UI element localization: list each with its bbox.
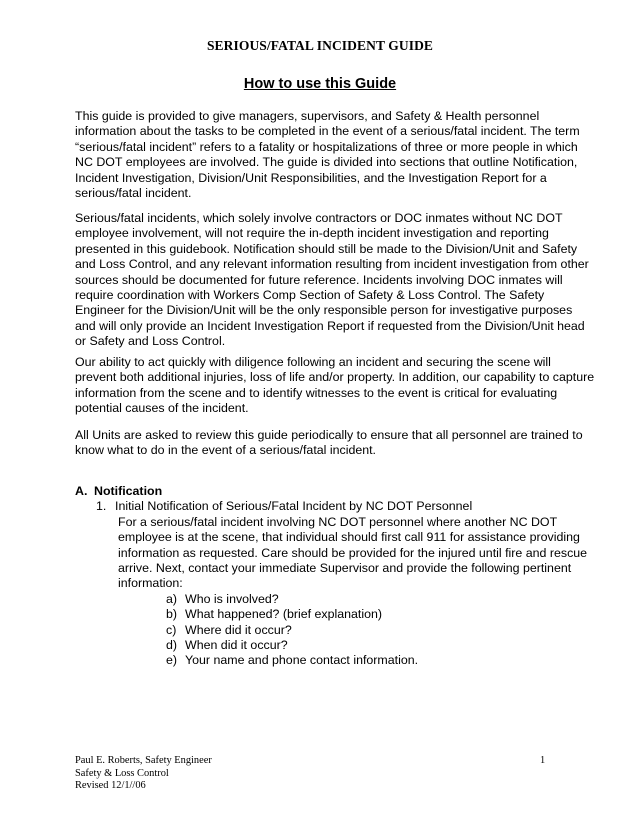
list-item-text: Who is involved? [185,591,279,606]
section-heading: How to use this Guide [243,76,397,92]
footer-revised: Revised 12/1//06 [75,780,146,792]
list-item-letter: e) [166,653,178,668]
footer-department: Safety & Loss Control [75,767,169,779]
item-body-text: For a serious/fatal incident involving NC DOT personnel where another NC DOT employee is at the scene, that individual should first call 911 for assistance providing information as requested. Care should be provided for the injured until fire and rescue arrive. Next, contact your immediate Supervisor and provide the following pertinent information: [118,514,588,591]
list-item-text: Your name and phone contact information. [185,653,419,668]
page-number: 1 [540,755,546,766]
list-item [166,653,595,668]
list-item-letter: a) [166,591,178,606]
item-title: Initial Notification of Serious/Fatal Incident by NC DOT Personnel [115,499,473,514]
list-item-text: When did it occur? [185,638,288,653]
section-a-letter: A. [75,484,88,498]
notification-item-1 [96,499,595,514]
list-item [166,623,595,638]
paragraph-intro: This guide is provided to give managers, supervisors, and Safety & Health personnel information about the tasks to be completed in the event of a serious/fatal incident. The term “serious/fatal incident” refers to a fatality or hospitalizations of three or more people in which NC DOT employees are involved. The guide is divided into sections that outline Notification, Incident Investigation, Division/Unit Responsibilities, and the Investigation Report for a serious/fatal incident. [75,109,580,201]
list-item-text: What happened? (brief explanation) [185,607,383,622]
paragraph-review: All Units are asked to review this guide periodically to ensure that all personnel are trained to know what to do in the event of a serious/fatal incident. [75,428,583,458]
paragraph-ability: Our ability to act quickly with diligence following an incident and securing the scene will prevent both additional injuries, loss of life and/or property. In addition, our capability to capture information from the scene and to identify witnesses to the event is critical for evaluating potential causes of the incident. [75,355,595,416]
document-title: SERIOUS/FATAL INCIDENT GUIDE [206,38,434,53]
paragraph-contractors: Serious/fatal incidents, which solely involve contractors or DOC inmates without NC DOT employee involvement, will not require the in-depth incident investigation and reporting presented in this guidebook. Notification should still be made to the Division/Unit and Safety and Loss Control, and any relevant information resulting from incident investigation from other sources should be documented for future reference. Incidents involving DOC inmates will require coordination with Workers Comp Section of Safety & Loss Control. The Safety Engineer for the Division/Unit will be the only responsible person for investigative purposes and will only provide an Incident Investigation Report if requested from the Division/Unit head or Safety and Loss Control. [75,211,589,349]
list-item [166,638,595,653]
item-body [118,515,595,669]
section-notification [75,484,595,669]
list-item [166,592,595,607]
section-a-title: Notification [94,484,163,498]
list-item-letter: d) [166,638,178,653]
section-a-heading [75,484,595,499]
list-item-text: Where did it occur? [185,622,292,637]
item-number: 1. [96,499,107,514]
list-item [166,607,595,622]
list-item-letter: b) [166,607,178,622]
list-item-letter: c) [166,622,177,637]
footer-author: Paul E. Roberts, Safety Engineer [75,755,212,766]
question-list [166,592,595,669]
page-footer [75,755,212,793]
